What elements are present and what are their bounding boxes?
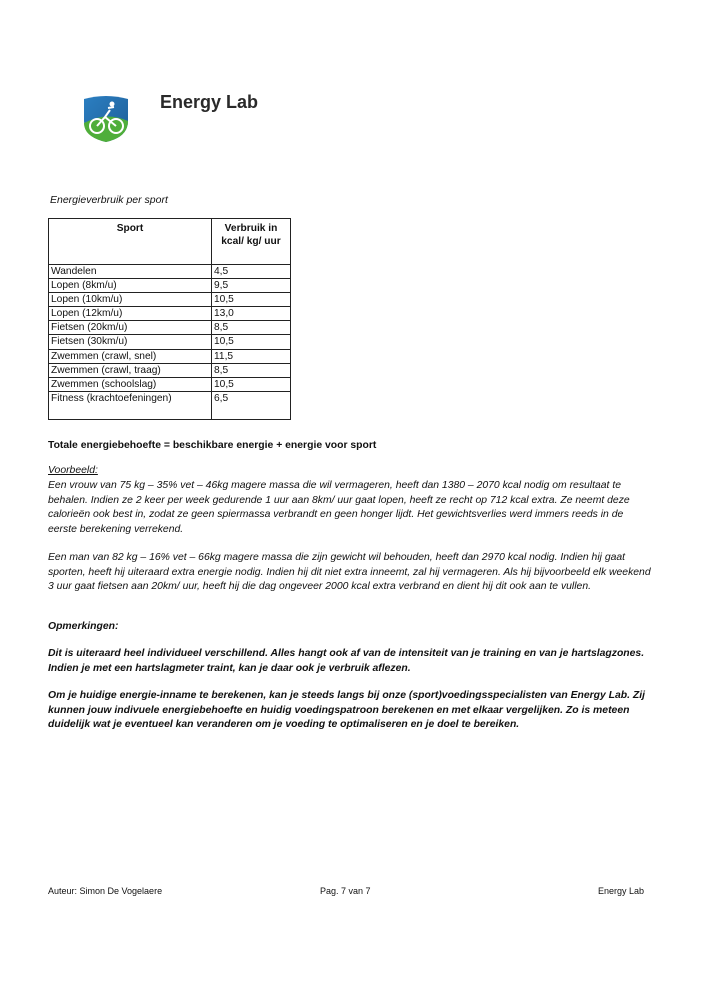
sport-cell: Lopen (8km/u)	[49, 279, 212, 293]
sport-cell: Zwemmen (schoolslag)	[49, 377, 212, 391]
formula-headline: Totale energiebehoefte = beschikbare energie + energie voor sport	[48, 440, 377, 451]
remark-paragraph-1: Dit is uiteraard heel individueel verschillend. Alles hangt ook af van de intensiteit van je training en van je hartslagzones. Indien je met een hartslagmeter traint, kan je daar ook je verbruik aflezen.	[48, 648, 645, 674]
example-label: Voorbeeld:	[48, 465, 98, 476]
footer-page-number: Pag. 7 van 7	[320, 886, 371, 896]
sport-cell: Fietsen (20km/u)	[49, 321, 212, 335]
value-cell: 13,0	[212, 307, 291, 321]
table-row	[49, 293, 291, 307]
value-cell: 10,5	[212, 377, 291, 391]
table-header-row	[49, 219, 291, 265]
sport-cell: Wandelen	[49, 265, 212, 279]
brand-title: Energy Lab	[160, 92, 259, 112]
column-header-consumption: Verbruik in kcal/ kg/ uur	[212, 219, 291, 265]
table-row	[49, 265, 291, 279]
sport-cell: Zwemmen (crawl, snel)	[49, 349, 212, 363]
value-cell: 10,5	[212, 335, 291, 349]
footer-author: Auteur: Simon De Vogelaere	[48, 886, 163, 896]
table-row	[49, 307, 291, 321]
table-row	[49, 321, 291, 335]
column-header-sport: Sport	[49, 219, 212, 265]
sport-cell: Fietsen (30km/u)	[49, 335, 212, 349]
value-cell: 8,5	[212, 363, 291, 377]
value-cell: 4,5	[212, 265, 291, 279]
sport-cell: Lopen (10km/u)	[49, 293, 212, 307]
table-caption: Energieverbruik per sport	[50, 194, 168, 206]
value-cell: 11,5	[212, 349, 291, 363]
sport-cell: Lopen (12km/u)	[49, 307, 212, 321]
table-row	[49, 363, 291, 377]
remarks-label: Opmerkingen:	[48, 621, 119, 632]
sport-cell: Fitness (krachtoefeningen)	[49, 391, 212, 419]
table-row	[49, 391, 291, 419]
table-row	[49, 349, 291, 363]
example-paragraph-man: Een man van 82 kg – 16% vet – 66kg magere massa die zijn gewicht wil behouden, heeft dan 2970 kcal nodig. Indien hij gaat sporten, heeft hij uiteraard extra energie nodig. Indien hij dit niet extra inneemt, zal hij vermageren. Als hij bijvoorbeeld elk weekend 3 uur gaat fietsen aan 20km/ uur, heeft hij die dag ongeveer 2000 kcal extra verbrand en dient hij dit ook aan te vullen.	[48, 552, 651, 592]
table-row	[49, 279, 291, 293]
table-row	[49, 377, 291, 391]
sport-cell: Zwemmen (crawl, traag)	[49, 363, 212, 377]
value-cell: 10,5	[212, 293, 291, 307]
sport-energy-table	[48, 218, 291, 420]
footer-brand: Energy Lab	[598, 886, 645, 896]
value-cell: 6,5	[212, 391, 291, 419]
remark-paragraph-2: Om je huidige energie-inname te berekenen, kan je steeds langs bij onze (sport)voedingsspecialisten van Energy Lab. Zij kunnen jouw indivuele energiebehoefte en huidig voedingspatroon berekenen en met elkaar vergelijken. Zo is meteen duidelijk wat je eventueel kan veranderen om je voeding te optimaliseren en je doel te bereiken.	[48, 690, 646, 730]
example-paragraph-woman: Een vrouw van 75 kg – 35% vet – 46kg magere massa die wil vermageren, heeft dan 1380 – 2070 kcal nodig om resultaat te behalen. Indien ze 2 keer per week gedurende 1 uur aan 8km/ uur gaat lopen, heeft ze recht op 712 kcal extra. Ze neemt deze calorieën ook best in, zodat ze geen spiermassa verbrandt en geen honger lijdt. Het gewichtsverlies werd immers reeds in de eerste berekening verrekend.	[48, 480, 630, 535]
cyclist-logo-icon	[80, 93, 132, 143]
value-cell: 9,5	[212, 279, 291, 293]
table-row	[49, 335, 291, 349]
value-cell: 8,5	[212, 321, 291, 335]
